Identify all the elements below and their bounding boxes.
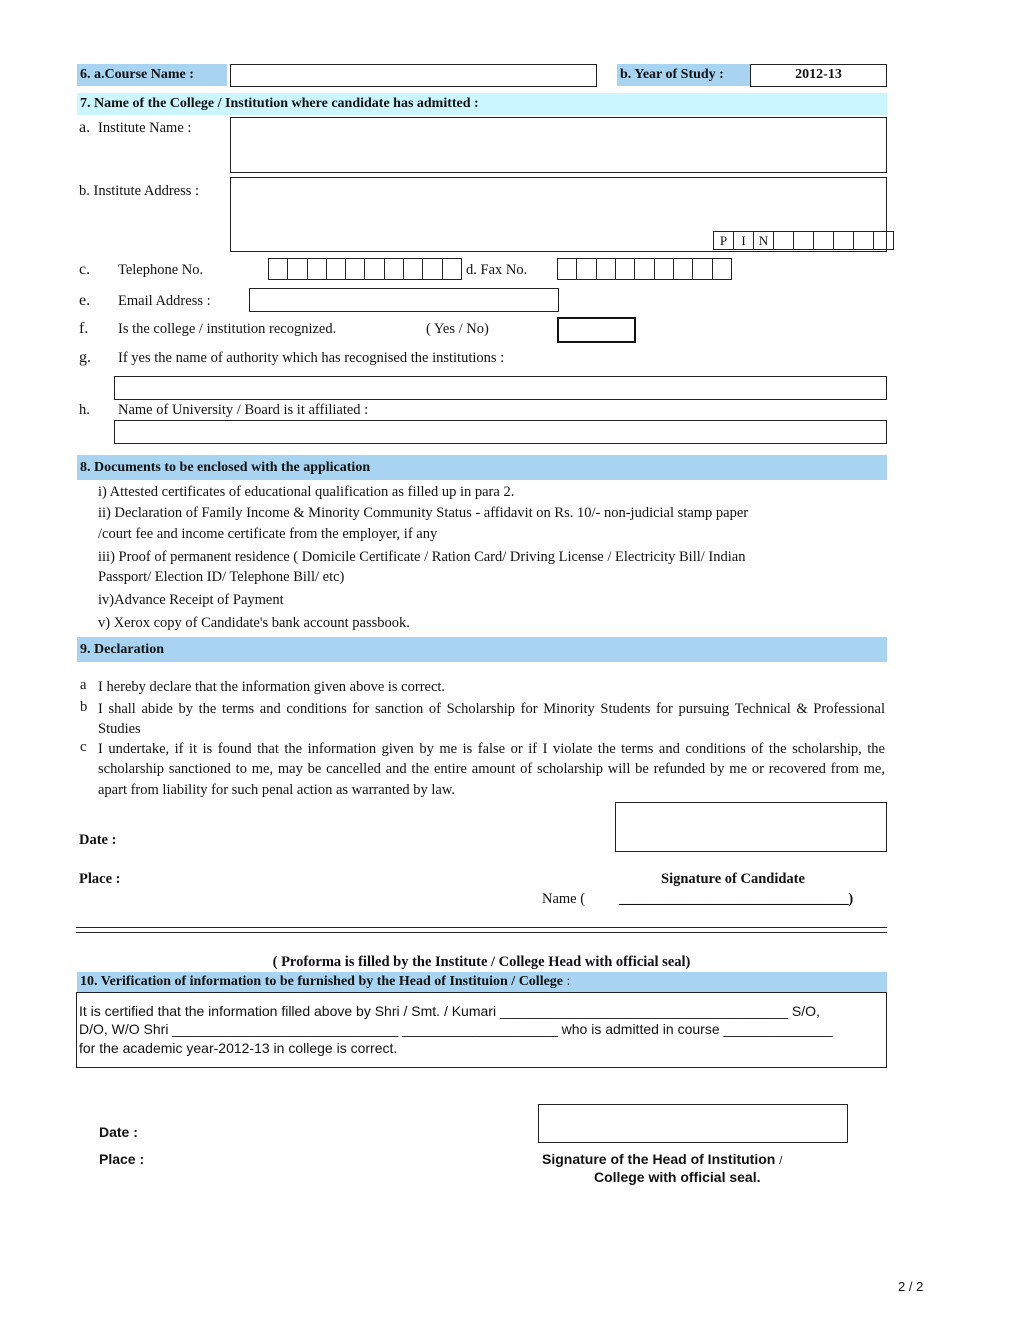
email-label: Email Address : [118, 293, 211, 309]
pin-digit-cell[interactable] [874, 232, 893, 249]
declaration-section-heading [77, 637, 887, 662]
head-signature-line1: Signature of the Head of Institution [542, 1151, 776, 1167]
candidate-signature-box[interactable] [615, 802, 887, 852]
year-of-study-field[interactable] [750, 64, 887, 87]
verification-heading-colon: : [566, 974, 571, 989]
document-item: ii) Declaration of Family Income & Minority Community Status - affidavit on Rs. 10/- non-judicial stamp paper [98, 505, 749, 521]
item-letter-c: c. [79, 261, 91, 278]
verification-section-heading-text: 10. Verification of information to be furnished by the Head of Instituion / College [80, 974, 564, 989]
year-of-study-label-band [617, 64, 750, 86]
item-letter-f: f. [79, 320, 89, 337]
declaration-section-heading-text: 9. Declaration [80, 642, 164, 657]
document-item: iv)Advance Receipt of Payment [98, 592, 284, 608]
document-item: v) Xerox copy of Candidate's bank account passbook. [98, 615, 410, 631]
head-place-label: Place : [99, 1151, 145, 1167]
candidate-signature-label: Signature of Candidate [661, 871, 805, 887]
head-signature-label [542, 1151, 782, 1167]
documents-section-heading [77, 455, 887, 480]
pin-digit-cell[interactable] [854, 232, 874, 249]
declaration-letter: a [80, 677, 87, 693]
proforma-note: ( Proforma is filled by the Institute / College Head with official seal) [272, 954, 691, 970]
yes-no-hint: ( Yes / No) [426, 321, 489, 337]
fax-label: d. Fax No. [466, 262, 528, 278]
year-of-study-value: 2012-13 [795, 67, 842, 82]
section-divider [76, 932, 887, 933]
pin-label-i: I [734, 232, 754, 249]
verification-line: D/O, W/O Shri _____________________________ ____________________ who is admitted in course ______________ [79, 1021, 833, 1037]
course-name-label: 6. a.Course Name : [80, 67, 194, 82]
pin-code-field[interactable] [713, 231, 894, 250]
pin-label-p: P [714, 232, 734, 249]
item-letter-g: g. [79, 349, 91, 366]
item-letter-h: h. [79, 402, 90, 418]
institute-address-label: b. Institute Address : [79, 183, 200, 199]
pin-label-n: N [754, 232, 774, 249]
declaration-item: I hereby declare that the information given above is correct. [98, 679, 446, 695]
candidate-place-label: Place : [79, 871, 121, 887]
authority-label: If yes the name of authority which has recognised the institutions : [118, 350, 505, 366]
head-signature-box[interactable] [538, 1104, 848, 1143]
head-date-label: Date : [99, 1124, 138, 1140]
verification-section-heading [77, 972, 887, 992]
institute-name-label: Institute Name : [98, 120, 192, 136]
recognized-input[interactable] [557, 317, 636, 343]
telephone-label: Telephone No. [118, 262, 204, 278]
declaration-letter: c [80, 739, 87, 755]
page-number: 2 / 2 [898, 1279, 924, 1294]
university-label: Name of University / Board is it affiliated : [118, 402, 369, 418]
head-signature-seal-label: College with official seal. [594, 1169, 761, 1185]
email-input[interactable] [249, 288, 559, 312]
university-input[interactable] [114, 420, 887, 444]
document-item: Passport/ Election ID/ Telephone Bill/ etc) [98, 569, 345, 585]
candidate-date-label: Date : [79, 832, 117, 848]
candidate-name-prefix: Name ( [542, 891, 586, 907]
authority-input[interactable] [114, 376, 887, 400]
recognized-label: Is the college / institution recognized. [118, 321, 337, 337]
item-letter-e: e. [79, 292, 91, 309]
section-divider [76, 927, 887, 928]
course-name-input[interactable] [230, 64, 597, 87]
pin-digit-cell[interactable] [774, 232, 794, 249]
item-letter-a: a. [79, 119, 91, 136]
candidate-name-line[interactable]: _________________________________) [619, 891, 853, 907]
course-name-label-band [77, 64, 227, 86]
pin-digit-cell[interactable] [794, 232, 814, 249]
document-item: /court fee and income certificate from the employer, if any [98, 526, 438, 542]
institute-name-input[interactable] [230, 117, 887, 173]
document-item: i) Attested certificates of educational qualification as filled up in para 2. [98, 484, 515, 500]
head-signature-slash: / [779, 1155, 783, 1167]
declaration-item: I shall abide by the terms and conditions for sanction of Scholarship for Minority Students for pursuing Technical & Professional Studies [98, 701, 885, 738]
document-item: iii) Proof of permanent residence ( Domicile Certificate / Ration Card/ Driving License / Electricity Bill/ Indian [98, 549, 746, 565]
documents-section-heading-text: 8. Documents to be enclosed with the application [80, 460, 371, 475]
year-of-study-label: b. Year of Study : [620, 67, 724, 82]
college-section-heading [77, 93, 887, 115]
declaration-item: I undertake, if it is found that the information given by me is false or if I violate the terms and conditions of the scholarship, the scholarship sanctioned to me, may be cancelled and the entire amount of scholarship will be refunded by me or recovered from me, apart from liability for such penal action as warranted by law. [98, 741, 885, 798]
pin-digit-cell[interactable] [814, 232, 834, 249]
declaration-letter: b [80, 699, 88, 715]
verification-line: for the academic year-2012-13 in college is correct. [79, 1040, 398, 1056]
fax-input[interactable] [557, 258, 732, 280]
pin-digit-cell[interactable] [834, 232, 854, 249]
verification-line: It is certified that the information filled above by Shri / Smt. / Kumari _____________________________________ S/O, [79, 1003, 820, 1019]
college-section-heading-text: 7. Name of the College / Institution where candidate has admitted : [80, 96, 479, 111]
telephone-input[interactable] [268, 258, 462, 280]
